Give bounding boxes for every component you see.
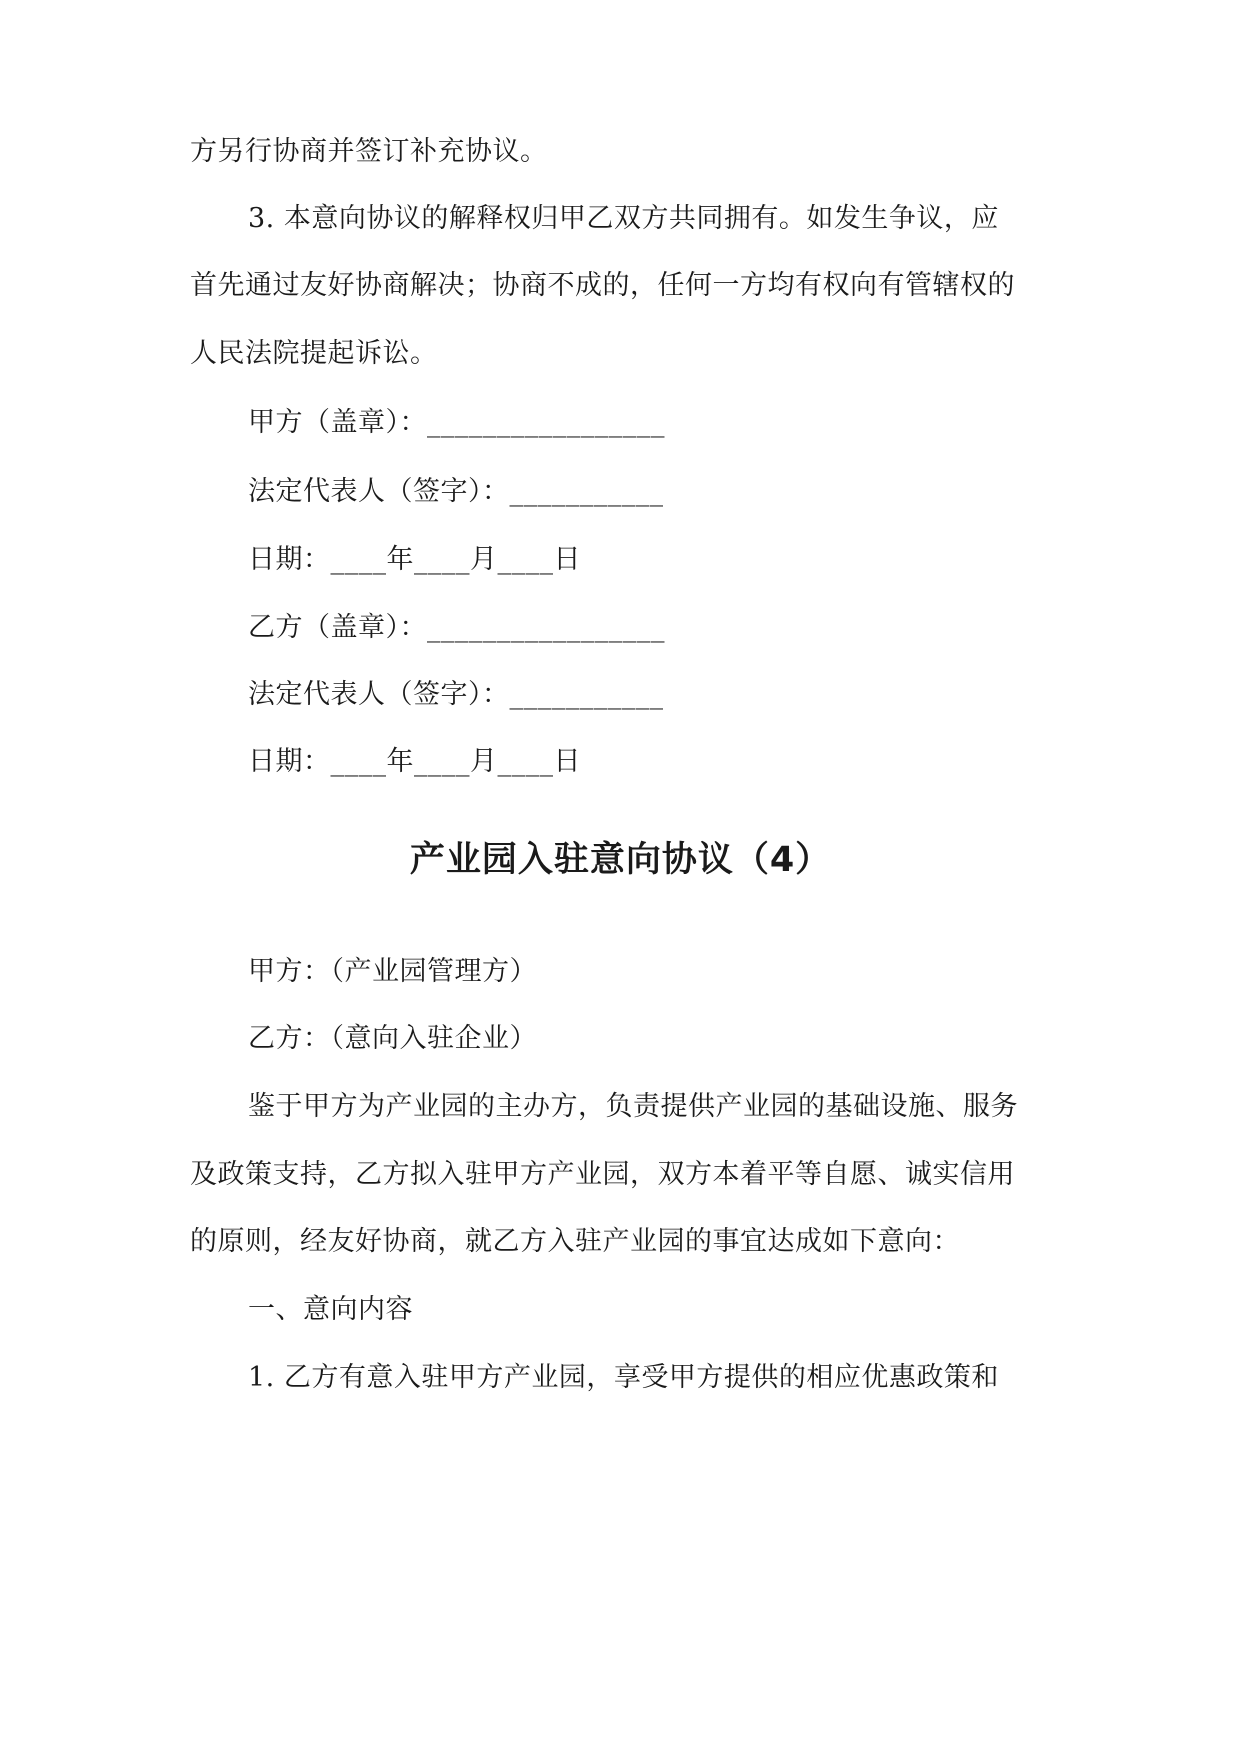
text-line: 首先通过友好协商解决；协商不成的，任何一方均有权向有管辖权的 [190,270,1015,301]
text-line: 方另行协商并签订补充协议。 [190,136,548,167]
text-line: 人民法院提起诉讼。 [190,338,438,369]
party-a-date-field: 日期：____年____月____日 [248,544,581,575]
section-heading: 一、意向内容 [248,1294,413,1325]
document-title: 产业园入驻意向协议（4） [409,840,832,880]
party-b-label: 乙方：（意向入驻企业） [248,1023,537,1054]
preamble-line: 及政策支持，乙方拟入驻甲方产业园，双方本着平等自愿、诚实信用 [190,1159,1015,1190]
preamble-line: 的原则，经友好协商，就乙方入驻产业园的事宜达成如下意向： [190,1226,960,1257]
party-a-label: 甲方：（产业园管理方） [248,956,537,987]
party-a-representative-field: 法定代表人（签字）：___________ [248,476,664,507]
item-1-line: 1. 乙方有意入驻甲方产业园，享受甲方提供的相应优惠政策和 [248,1362,999,1393]
party-b-date-field: 日期：____年____月____日 [248,746,581,777]
party-a-seal-field: 甲方（盖章）：_________________ [248,407,665,438]
preamble-line: 鉴于甲方为产业园的主办方，负责提供产业园的基础设施、服务 [248,1091,1018,1122]
party-b-representative-field: 法定代表人（签字）：___________ [248,679,664,710]
clause-3-line: 3. 本意向协议的解释权归甲乙双方共同拥有。如发生争议，应 [248,203,999,234]
party-b-seal-field: 乙方（盖章）：_________________ [248,612,665,643]
